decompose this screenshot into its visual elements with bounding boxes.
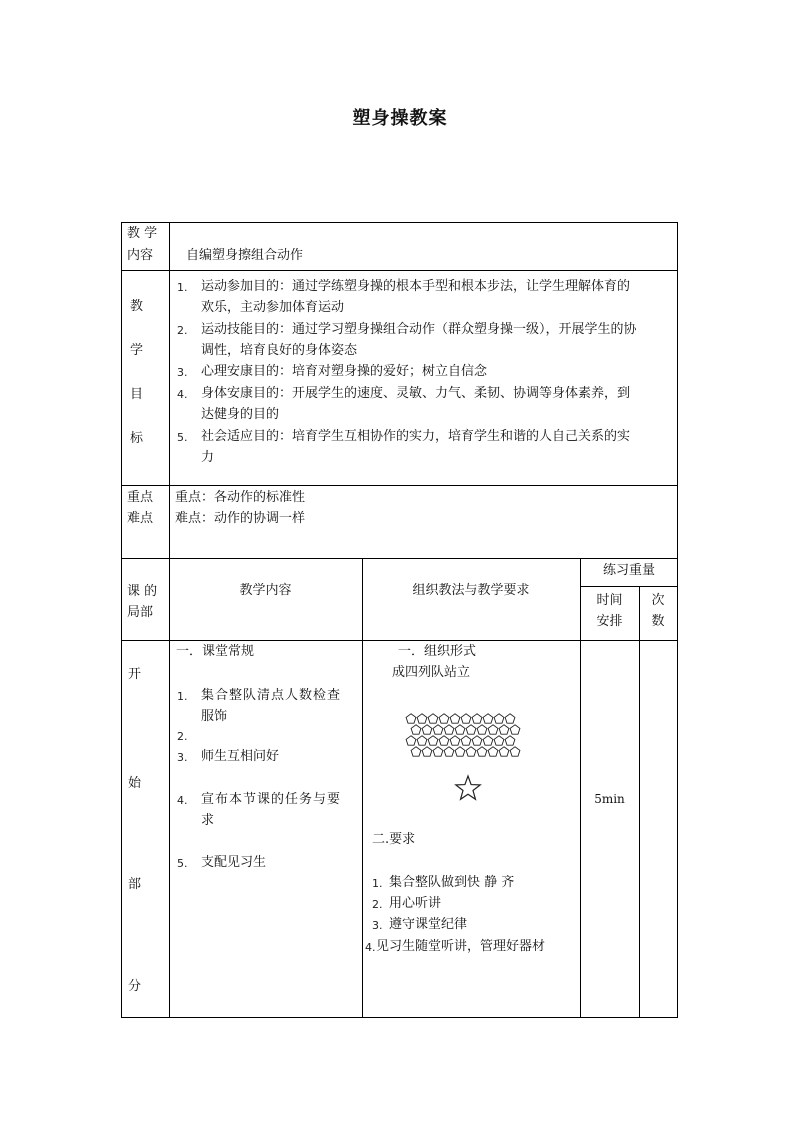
content-item-line: 服饰 [201, 709, 228, 724]
objectives-label-char-4: 标 [130, 431, 144, 446]
objectives-label-char-1: 教 [130, 299, 144, 314]
objective-number: 1. [177, 281, 188, 294]
objectives-label-char-3: 目 [130, 387, 144, 402]
content-item-line: 求 [201, 813, 215, 828]
objective-number: 3. [177, 366, 188, 379]
header-count-line1: 次 [651, 593, 665, 608]
method-req-number: 4. [365, 941, 376, 954]
method-req-text: 用心听讲 [389, 896, 442, 911]
formation-row-4 [411, 747, 520, 756]
objectives-label-char-2: 学 [130, 343, 144, 358]
content-item-number: 5. [177, 857, 188, 870]
key-label-line1: 重点 [127, 490, 154, 505]
part-label-char-2: 始 [128, 776, 142, 791]
part-label-char-4: 分 [128, 979, 142, 994]
header-time-line2: 安排 [596, 614, 623, 629]
key-label-line2: 难点 [127, 511, 154, 526]
method-req-text: 遵守课堂纪律 [389, 917, 468, 932]
objective-number: 4. [177, 388, 188, 401]
method-req-number: 2. [372, 898, 383, 911]
method-req-number: 1. [372, 877, 383, 890]
content-item-line: 集合整队清点人数检查 [201, 688, 342, 703]
method-heading: 一．组织形式 [398, 644, 477, 659]
objective-line: 运动参加目的：通过学练塑身操的根本手型和根本步法，让学生理解体育的 [201, 279, 631, 294]
objective-line: 运动技能目的：通过学习塑身操组合动作（群众塑身操一级），开展学生的协 [201, 322, 637, 337]
header-method: 组织教法与教学要求 [412, 583, 530, 598]
objective-line: 心理安康目的：培育对塑身操的爱好；树立自信念 [201, 364, 488, 379]
difficult-point: 难点：动作的协调一样 [175, 511, 306, 526]
objective-number: 5. [177, 431, 188, 444]
page-title: 塑身操教案 [352, 108, 448, 129]
objective-line: 达健身的目的 [201, 407, 280, 422]
header-count-line2: 数 [651, 614, 665, 629]
objective-line: 欢乐，主动参加体育运动 [201, 300, 345, 315]
content-heading: 一．课堂常规 [176, 644, 255, 659]
method-formation: 成四列队站立 [392, 665, 471, 680]
header-time-line1: 时间 [596, 593, 623, 608]
header-section-line2: 局部 [127, 605, 154, 620]
content-item-number: 1. [177, 690, 188, 703]
objective-line: 调性，培育良好的身体姿态 [201, 343, 358, 358]
formation-diagram [405, 713, 521, 761]
method-req-number: 3. [372, 919, 383, 932]
part-label-char-1: 开 [128, 667, 142, 682]
key-point: 重点：各动作的标准性 [175, 490, 306, 505]
objective-line: 身体安康目的：开展学生的速度、灵敏、力气、柔韧、协调等身体素养，到 [201, 386, 631, 401]
content-item-line: 师生互相问好 [201, 749, 280, 764]
formation-row-2 [411, 725, 520, 734]
content-item-number: 3. [177, 751, 188, 764]
content-item-number: 2. [177, 730, 188, 743]
objective-line: 力 [201, 450, 215, 465]
objective-line: 社会适应目的：培育学生互相协作的实力，培育学生和谐的人自己关系的实 [201, 429, 631, 444]
header-load: 练习重量 [602, 563, 655, 578]
teacher-star-icon [454, 774, 482, 802]
content-item-line: 宣布本节课的任务与要 [201, 792, 342, 807]
time-value: 5min [594, 792, 625, 806]
method-requirements-heading: 二.要求 [372, 832, 416, 847]
formation-row-3 [406, 736, 515, 745]
method-req-text: 见习生随堂听讲，管理好器材 [376, 939, 546, 954]
header-content: 教学内容 [239, 583, 292, 598]
content-item-line: 支配见习生 [201, 855, 267, 870]
objective-number: 2. [177, 324, 188, 337]
content-label-line2: 内容 [127, 248, 154, 263]
content-label-line1: 教 学 [127, 226, 158, 241]
content-value: 自编塑身擦组合动作 [186, 248, 304, 263]
formation-row-1 [406, 714, 515, 723]
part-label-char-3: 部 [128, 877, 142, 892]
header-section-line1: 课 的 [127, 584, 158, 599]
content-item-number: 4. [177, 794, 188, 807]
method-req-text: 集合整队做到快 静 齐 [389, 875, 515, 890]
